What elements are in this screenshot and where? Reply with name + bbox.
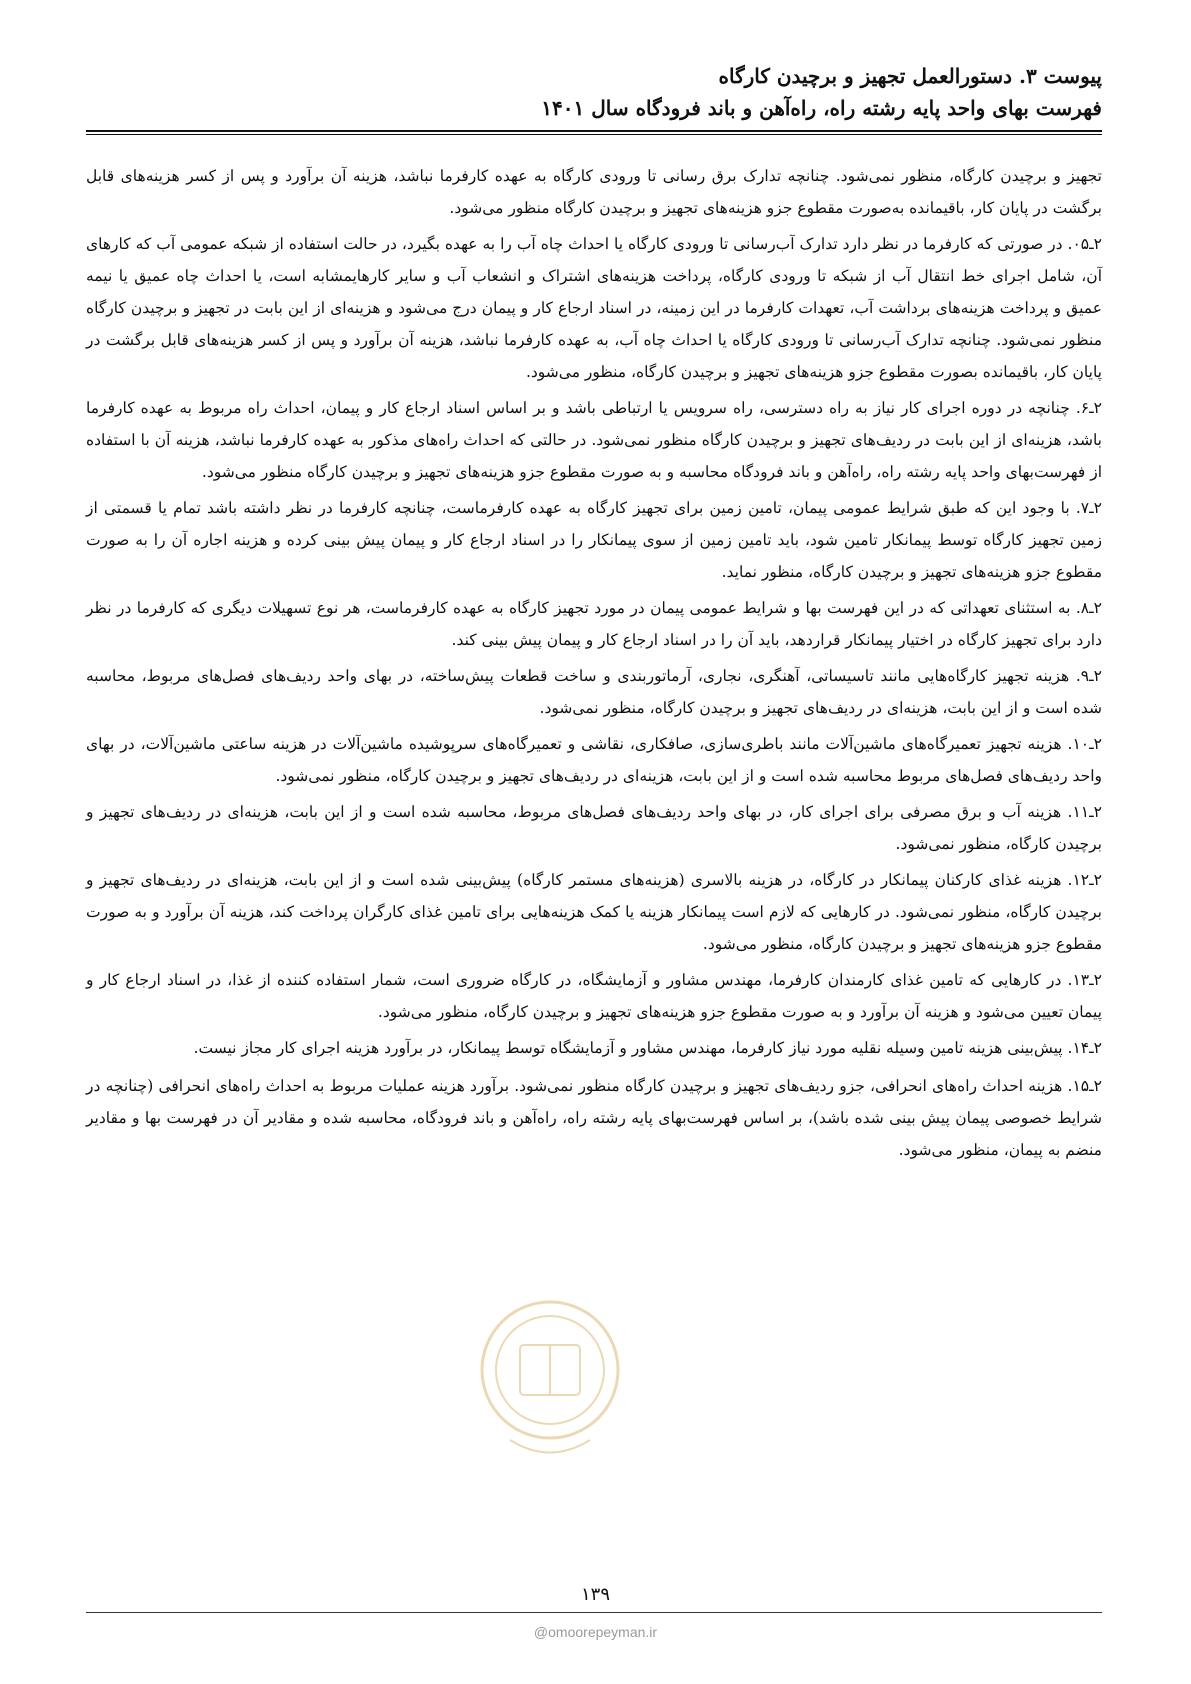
header-rule bbox=[86, 130, 1102, 132]
header-subtitle: فهرست بهای واحد پایه رشته راه، راه‌آهن و باند فرودگاه سال ۱۴۰۱ bbox=[541, 96, 1102, 120]
paragraph-2-5: ۲ـ۰۵. در صورتی که کارفرما در نظر دارد تدارک آب‌رسانی تا ورودی کارگاه یا احداث چاه آب را به عهده بگیرد، در حالت استفاده از شبکه عمومی آب که کارهای آن، شامل اجرای خط انتقال آب از شبکه تا ورودی کارگاه، پرداخت هزینه‌های اشتراک و انشعاب آب و سایر کارهایمشابه است، یا احداث چاه عمیق یا نیمه عمیق و پرداخت هزینه‌های برداشت آب، تعهدات کارفرما در این زمینه، در اسناد ارجاع کار و پیمان درج می‌شود و هزینه‌ای از این بابت در تجهیز و برچیدن کارگاه منظور نمی‌شود. چنانچه تدارک آب‌رسانی تا ورودی کارگاه یا احداث چاه آب، به عهده کارفرما نباشد، هزینه آن برآورد و پس از کسر هزینه‌های قابل برگشت در پایان کار، باقیمانده بصورت مقطوع جزو هزینه‌های تجهیز و برچیدن کارگاه، منظور می‌شود. bbox=[86, 235, 1102, 381]
paragraph-2-12: ۲ـ۱۲. هزینه غذای کارکنان پیمانکار در کارگاه، در هزینه بالاسری (هزینه‌های مستمر کارگاه) پیش‌بینی شده است و از این بابت، هزینه‌ای در ردیف‌های تجهیز و برچیدن کارگاه، منظور نمی‌شود. در کارهایی که لازم است پیمانکار هزینه یا کمک هزینه‌هایی برای تامین غذای کارگران پرداخت کند، هزینه آن برآورد و به صورت مقطوع جزو هزینه‌های تجهیز و برچیدن کارگاه، منظور می‌شود. bbox=[86, 871, 1102, 953]
paragraph-2-9: ۲ـ۹. هزینه تجهیز کارگاه‌هایی مانند تاسیساتی، آهنگری، نجاری، آرماتوربندی و ساخت قطعات پیش‌ساخته، در بهای واحد ردیف‌های فصل‌های مربوط، محاسبه شده است و از این بابت، هزینه‌ای در ردیف‌های تجهیز و برچیدن کارگاه، منظور نمی‌شود. bbox=[86, 667, 1102, 717]
paragraph-2-8: ۲ـ۸. به استثنای تعهداتی که در این فهرست بها و شرایط عمومی پیمان در مورد تجهیز کارگاه به عهده کارفرماست، هر نوع تسهیلات دیگری که کارفرما در نظر دارد برای تجهیز کارگاه در اختیار پیمانکار قراردهد، باید آن را در اسناد ارجاع کار و پیمان پیش بینی کند. bbox=[86, 599, 1102, 649]
header-title: پیوست ۳. دستورالعمل تجهیز و برچیدن کارگاه bbox=[718, 64, 1102, 88]
page-header bbox=[86, 60, 1102, 124]
paragraph-2-11: ۲ـ۱۱. هزینه آب و برق مصرفی برای اجرای کار، در بهای واحد ردیف‌های فصل‌های مربوط، محاسبه شده است و از این بابت، هزینه‌ای در ردیف‌های تجهیز و برچیدن کارگاه، منظور نمی‌شود. bbox=[86, 803, 1102, 853]
paragraph-2-14: ۲ـ۱۴. پیش‌بینی هزینه تامین وسیله نقلیه مورد نیاز کارفرما، مهندس مشاور و آزمایشگاه توسط پیمانکار، در برآورد هزینه اجرای کار مجاز نیست. bbox=[193, 1039, 1102, 1057]
paragraph-2-13: ۲ـ۱۳. در کارهایی که تامین غذای کارمندان کارفرما، مهندس مشاور و آزمایشگاه، در کارگاه ضروری است، شمار استفاده کننده از غذا، در اسناد ارجاع کار و پیمان تعیین می‌شود و هزینه آن برآورد و به صورت مقطوع جزو هزینه‌های تجهیز و برچیدن کارگاه، منظور می‌شود. bbox=[86, 971, 1102, 1021]
page-body bbox=[86, 160, 1102, 1170]
footer-rule bbox=[86, 1612, 1102, 1613]
watermark-seal-icon bbox=[470, 1290, 630, 1465]
page-number: ۱۳۹ bbox=[580, 1584, 610, 1605]
paragraph-2-6: ۲ـ۶. چنانچه در دوره اجرای کار نیاز به راه دسترسی، راه سرویس یا ارتباطی باشد و بر اساس اسناد ارجاع کار و پیمان، احداث راه مربوط به عهده کارفرما باشد، هزینه‌ای از این بابت در ردیف‌های تجهیز و برچیدن کارگاه منظور نمی‌شود. در حالتی که احداث راه‌های مذکور به عهده کارفرما نباشد، هزینه آن با استفاده از فهرست‌بهای واحد پایه رشته راه، راه‌آهن و باند فرودگاه محاسبه و به صورت مقطوع جزو هزینه‌های تجهیز و برچیدن کارگاه منظور می‌شود. bbox=[86, 399, 1102, 481]
paragraph-continuation: تجهیز و برچیدن کارگاه، منظور نمی‌شود. چنانچه تدارک برق رسانی تا ورودی کارگاه به عهده کارفرما نباشد، هزینه آن برآورد و پس از کسر هزینه‌های قابل برگشت در پایان کار، باقیمانده به‌صورت مقطوع جزو هزینه‌های تجهیز و برچیدن کارگاه منظور می‌شود. bbox=[86, 167, 1102, 217]
paragraph-2-15: ۲ـ۱۵. هزینه احداث راه‌های انحرافی، جزو ردیف‌های تجهیز و برچیدن کارگاه منظور نمی‌شود. برآورد هزینه عملیات مربوط به احداث راه‌های انحرافی (چنانچه در شرایط خصوصی پیمان پیش بینی شده باشد)، بر اساس فهرست‌بهای پایه رشته راه، راه‌آهن و باند فرودگاه، محاسبه شده و مقادیر آن در فهرست بها و مقادیر منضم به پیمان، منظور می‌شود. bbox=[86, 1077, 1102, 1159]
paragraph-2-7: ۲ـ۷. با وجود این که طبق شرایط عمومی پیمان، تامین زمین برای تجهیز کارگاه به عهده کارفرماست، چنانچه کارفرما در نظر داشته باشد تمام یا قسمتی از زمین تجهیز کارگاه توسط پیمانکار تامین شود، باید تامین زمین از سوی پیمانکار را در اسناد ارجاع کار و پیمان پیش بینی کرده و هزینه اجاره آن را به صورت مقطوع جزو هزینه‌های تجهیز و برچیدن کارگاه، منظور نماید. bbox=[86, 499, 1102, 581]
footer-watermark-text: @omoorepeyman.ir bbox=[533, 1624, 658, 1640]
header-rule-thin bbox=[86, 134, 1102, 135]
paragraph-2-10: ۲ـ۱۰. هزینه تجهیز تعمیرگاه‌های ماشین‌آلات مانند باطری‌سازی، صافکاری، نقاشی و تعمیرگاه‌های سرپوشیده ماشین‌آلات در هزینه ساعتی ماشین‌آلات، در بهای واحد ردیف‌های فصل‌های مربوط محاسبه شده است و از این بابت، هزینه‌ای در ردیف‌های تجهیز و برچیدن کارگاه، منظور نمی‌شود. bbox=[86, 735, 1102, 785]
